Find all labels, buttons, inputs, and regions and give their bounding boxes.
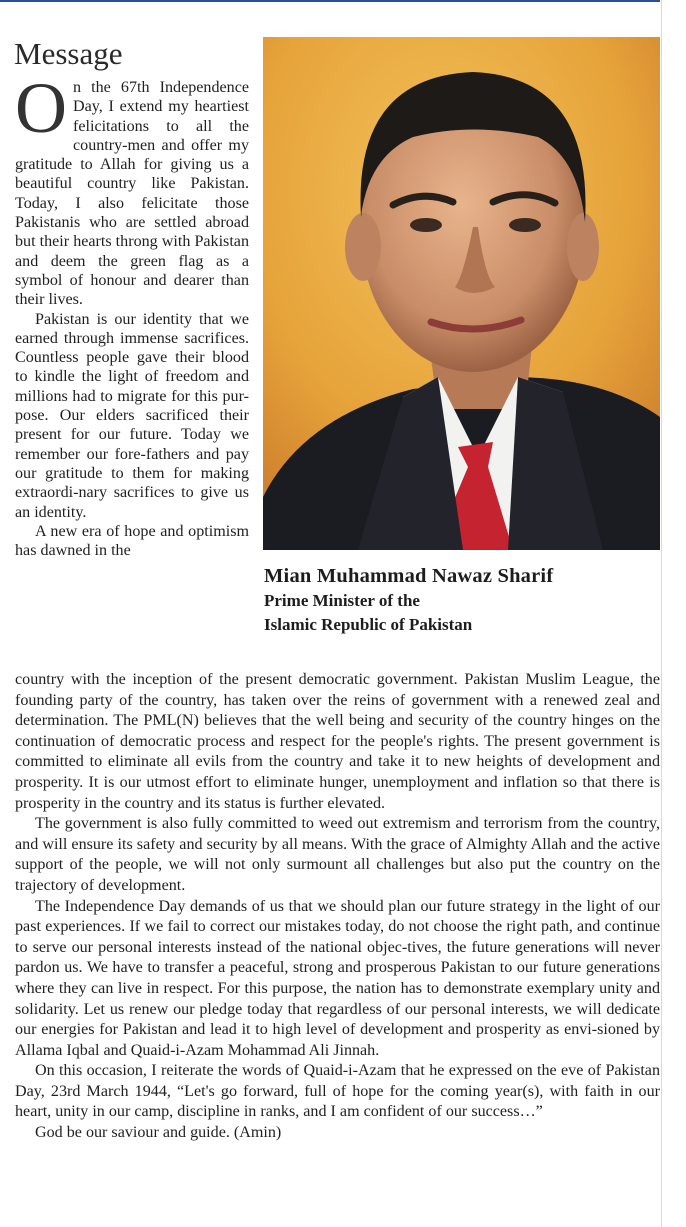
- paragraph-6: On this occasion, I reiterate the words of Quaid-i-Azam that he expressed on the eve of Pakistan Day, 23rd March 1944, “Let's go forward, full of hope for the coming year(s), with faith in our heart, unity in our camp, discipline in ranks, and I am confident of our success…”: [15, 1062, 660, 1121]
- left-column-text: [15, 68, 249, 560]
- paragraph-4: The government is also fully committed to weed out extremism and terrorism from the country, and will ensure its safety and security by all means. With the grace of Almighty Allah and the active support of the people, we will not only surmount all challenges but also put the country on the trajectory of development.: [15, 815, 660, 894]
- paragraph-3-start: A new era of hope and optimism has dawned in the: [15, 522, 249, 560]
- paragraph-1: [15, 68, 249, 310]
- paragraph-1-text: n the 67th Independence Day, I extend my heartiest felicitations to all the country-men and offer my gratitude to Allah for giving us a beautiful country like Pakistan. Today, I also felicitate those Pakistanis who are settled abroad but their hearts throng with Pakistan and deem the green flag as a symbol of honour and dearer than their lives.: [15, 79, 249, 309]
- page-margin: [661, 0, 686, 1227]
- paragraph-5: The Independence Day demands of us that we should plan our future strategy in the light of our past experiences. If we fail to correct our mistakes today, do not choose the right path, and continue to serve our personal interests instead of the national objec-tives, the future generations will never pardon us. We have to transfer a peaceful, strong and prosperous Pakistan to our future generations where they can live in respect. For this purpose, the nation has to demonstrate exemplary unity and solidarity. Let us renew our pledge today that regardless of our personal interests, we will dedicate our energies for Pakistan and lead it to high level of development and prosperity as envi-sioned by Allama Iqbal and Quaid-i-Azam Mohammad Ali Jinnah.: [15, 897, 660, 1059]
- page-title: Message: [14, 36, 123, 71]
- paragraph-7: God be our saviour and guide. (Amin): [35, 1124, 282, 1142]
- paragraph-2: Pakistan is our identity that we earned through immense sacrifices. Countless people gave their blood to kindle the light of freedom and millions had to migrate for this pur-pose. Our elders sacrificed their present for our future. Today we remember our fore-fathers and pay our gratitude to them for making extraordi-nary sacrifices to give us an identity.: [15, 310, 249, 521]
- full-width-text: [15, 670, 660, 1144]
- photo-caption: [264, 563, 660, 637]
- caption-title-line-1: Prime Minister of the: [264, 591, 420, 610]
- portrait-illustration: [263, 37, 660, 550]
- caption-name: Mian Muhammad Nawaz Sharif: [264, 565, 554, 587]
- portrait-photo: [263, 37, 660, 550]
- drop-cap: O: [15, 68, 67, 148]
- top-rule: [0, 0, 660, 2]
- paragraph-3-continued: country with the inception of the present democratic government. Pakistan Muslim League, the founding party of the country, has taken over the reins of government with a renewed zeal and determination. The PML(N) believes that the well being and security of the country hinges on the continuation of democratic process and respect for the people's rights. The present government is committed to eliminate all evils from the country and take it to new heights of development and prosperity. It is our utmost effort to eliminate hunger, unemployment and inflation so that there is prosperity in the country and its status is further elevated.: [15, 671, 660, 812]
- caption-title-line-2: Islamic Republic of Pakistan: [264, 615, 473, 634]
